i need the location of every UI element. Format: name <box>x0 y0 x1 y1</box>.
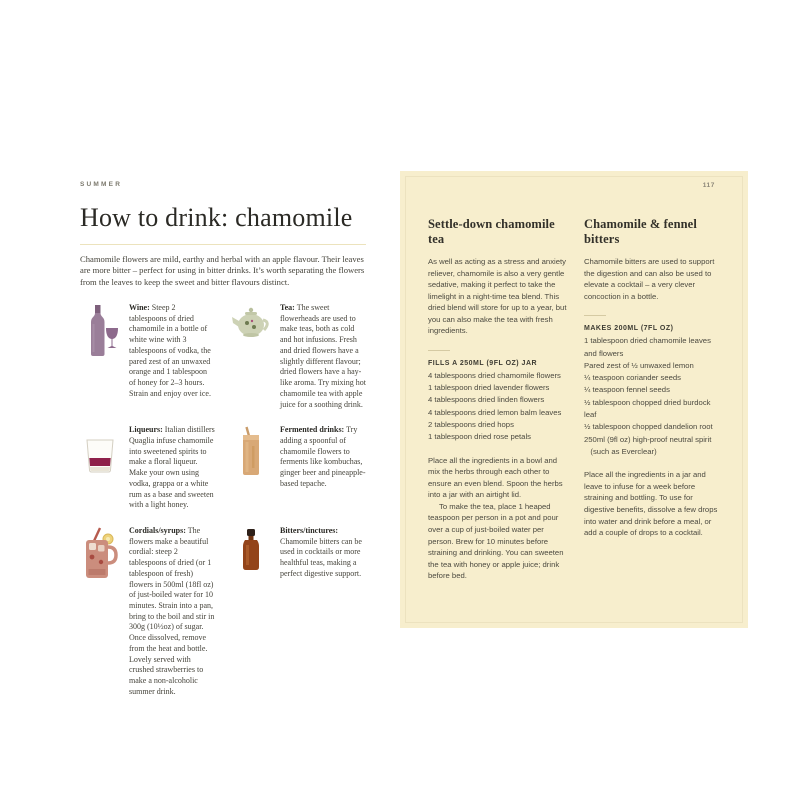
ingredient: ½ tablespoon chopped dandelion root <box>584 422 713 432</box>
left-page <box>80 181 366 697</box>
recipes-columns <box>428 217 725 582</box>
drink-item-bitters <box>231 526 366 698</box>
method-paragraph: Place all the ingredients in a jar and leave to infuse for a week before straining and bottling. To use for digestive benefits, dissolve a few drops into water and drink before a meal, or add a couple of drops to a cocktail. <box>584 470 718 538</box>
drink-item-fermented <box>231 425 366 511</box>
recipe-yield: MAKES 200ML (7FL OZ) <box>584 325 674 333</box>
method <box>428 455 569 582</box>
chapter-intro: Chamomile flowers are mild, earthy and herbal with an apple flavour. Their leaves are more bitter – perfect for using in bitter drinks. It’s worth separating the flowers from the leaves to keep the sweet and bitter flavours distinct. <box>80 254 365 287</box>
recipe-title: Settle-down chamomile tea <box>428 217 555 246</box>
wine-icon <box>80 303 120 360</box>
drink-item-cordials <box>80 526 215 698</box>
page-number: 117 <box>702 182 715 189</box>
ingredient-list <box>428 370 569 444</box>
ingredient: 1 tablespoon dried rose petals <box>428 432 531 442</box>
item-label: Wine: <box>129 303 150 313</box>
yield-rule <box>428 350 450 351</box>
cordial-mug-icon <box>80 526 120 587</box>
ingredient: 1 tablespoon dried chamomile leaves and flowers <box>584 336 711 358</box>
drink-item-tea <box>231 303 366 410</box>
item-label: Liqueurs: <box>129 425 163 435</box>
ingredient: 4 tablespoons dried linden flowers <box>428 395 545 405</box>
item-text: Tea: The sweet flowerheads are used to make teas, both as cold and hot infusions. Fresh and dried flowers have a slightly different flavour; dried flowers have a hay-like aroma. Try mixing hot chamomile tea with apple juice for a soothing drink. <box>280 303 366 409</box>
ingredient: Pared zest of ½ unwaxed lemon <box>584 360 694 370</box>
item-label: Bitters/tinctures: <box>280 525 339 535</box>
title-rule <box>80 244 366 245</box>
item-label: Cordials/syrups: <box>129 525 186 535</box>
item-label: Tea: <box>280 303 295 313</box>
method-paragraph: To make the tea, place 1 heaped teaspoon per person in a pot and pour over a cup of just-boiled water per person. Brew for 10 minutes before straining and drinking. You can sweeten the tea with honey or apple juice; drink before bed. <box>428 501 564 581</box>
item-text: Bitters/tinctures: Chamomile bitters can be used in cocktails or more healthful teas, making a perfect digestive support. <box>280 525 362 578</box>
ingredient: 2 tablespoons dried hops <box>428 420 514 430</box>
bitters-bottle-icon <box>231 526 271 583</box>
recipe-intro: As well as acting as a stress and anxiety reliever, chamomile is also a very gentle sedative, making it perfect to take the limelight in a night-time tea blend. This dried blend will store for up to a year, but you can also make the tea with fresh ingredients. <box>428 257 567 336</box>
item-text: Wine: Steep 2 tablespoons of dried chamomile in a bottle of white wine with 3 tablespoons of vodka, the pared zest of an unwaxed orange and 1 tablespoon of honey for 2–3 hours. Strain and enjoy over ice. <box>129 303 211 398</box>
ingredient: 4 tablespoons dried lemon balm leaves <box>428 407 562 417</box>
liqueur-glass-icon <box>80 425 120 482</box>
recipe-yield: FILLS A 250ML (9FL OZ) JAR <box>428 359 538 367</box>
item-text: Cordials/syrups: The flowers make a beautiful cordial: steep 2 tablespoons of dried (or 1 tablespoon of fresh) flowers in 500ml (18fl oz) of just-boiled water for 10 minutes. Strain into a pan, bring to the boil and stir in 300g (10½oz) of sugar. Once dissolved, remove from the heat and bottle. Lovely served with crushed strawberries to make a non-alcoholic summer drink. <box>129 525 215 696</box>
fermented-drink-icon <box>231 425 271 482</box>
ingredient: 1 tablespoon dried lavender flowers <box>428 383 550 393</box>
item-text: Liqueurs: Italian distillers Quaglia infuse chamomile into sweetened spirits to make a floral liqueur. Make your own using vodka, grappa or a white rum as a base and sweeten with a light honey. <box>129 425 215 510</box>
ingredient: ½ tablespoon chopped dried burdock leaf <box>584 397 711 420</box>
ingredient: 4 tablespoons dried chamomile flowers <box>428 370 561 380</box>
method-paragraph: Place all the ingredients in a bowl and mix the herbs through each other to ensure an even blend. Spoon the herbs into a jar with an airtight lid. <box>428 455 563 500</box>
item-label: Fermented drinks: <box>280 425 345 435</box>
section-label: SUMMER <box>80 181 123 188</box>
page-title: How to drink: chamomile <box>80 203 353 232</box>
method <box>584 469 725 538</box>
recipe-intro: Chamomile bitters are used to support the digestion and can also be used to elevate a cocktail – a very clever concoction in a bottle. <box>584 257 715 301</box>
drink-item-liqueurs <box>80 425 215 511</box>
yield-rule <box>584 315 606 316</box>
ingredient: ¼ teaspoon fennel seeds <box>584 385 670 395</box>
drink-items-grid <box>80 303 366 697</box>
item-text: Fermented drinks: Try adding a spoonful of chamomile flowers to ferments like kombuchas, ginger beer and pineapple-based tepache. <box>280 425 366 488</box>
recipe-settle-down-tea <box>428 217 569 582</box>
ingredient: (such as Everclear) <box>584 447 657 456</box>
recipe-title: Chamomile & fennel bitters <box>584 217 697 246</box>
right-page <box>400 171 748 628</box>
ingredient: ¼ teaspoon coriander seeds <box>584 373 682 383</box>
drink-item-wine <box>80 303 215 410</box>
ingredient-list <box>584 335 725 458</box>
teapot-icon <box>231 303 271 360</box>
recipe-chamomile-fennel-bitters <box>584 217 725 582</box>
ingredient: 250ml (9fl oz) high-proof neutral spirit <box>584 434 712 444</box>
